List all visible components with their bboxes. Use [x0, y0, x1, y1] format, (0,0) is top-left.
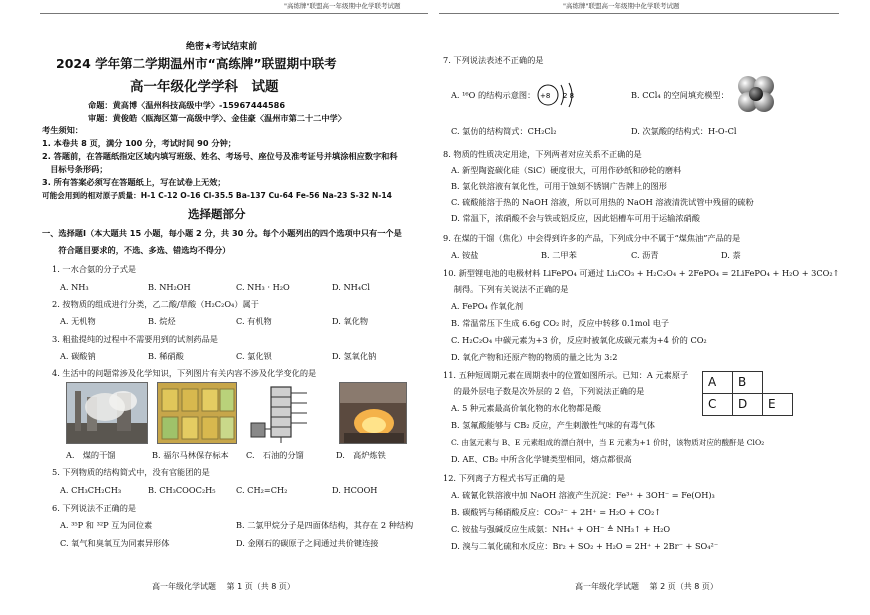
question-stem: 10. 新型锂电池的电极材料 LiFePO₄ 可通过 Li₂CO₃ + H₂C₂O₄ + 2FePO₄ = 2LiFePO₄ + H₂O + 3CO₂↑	[443, 268, 840, 278]
oxygen-atom-diagram	[535, 80, 583, 110]
question-stem: 4. 生活中的问题常涉及化学知识，下列图片有关内容不涉及化学变化的是	[52, 368, 317, 378]
option: D. HCOOH	[332, 485, 378, 495]
option: B. CH₃COOC₂H₅	[148, 485, 216, 495]
question-stem: 的最外层电子数是次外层的 2 倍，下列说法正确的是	[443, 386, 645, 396]
option: D. 萘	[721, 250, 741, 260]
option: D. AE、CB₂ 中所含化学键类型相同，熔点都很高	[451, 454, 632, 464]
option: A. ³⁵P 和 ³²P 互为同位素	[60, 520, 153, 530]
option: A. ¹⁶O 的结构示意图：	[451, 90, 536, 100]
table-cell: A	[703, 372, 733, 394]
running-header: "高练牌"联盟高一年级期中化学联考试题	[284, 2, 401, 10]
option: B. CCl₄ 的空间填充模型：	[631, 90, 729, 100]
option: C. 由氢元素与 B、E 元素组成的漂白剂中，当 E 元素为+1 价时，该物质对应的酸酐是 ClO₂	[451, 438, 765, 447]
option: C. 氯化钡	[236, 351, 272, 361]
notice-line: 目标号条形码；	[42, 164, 108, 174]
atom-core-label: +8	[540, 92, 551, 100]
question-stem: 9. 在煤的干馏（焦化）中会得到许多的产品，下列成分中不属于“煤焦油”产品的是	[443, 233, 741, 243]
atom-shell-label: 2 8	[563, 92, 575, 100]
option: A. 无机物	[60, 316, 96, 326]
option: B. 烷烃	[148, 316, 176, 326]
option: D. 常温下，浓硝酸不会与铁或铝反应，因此铝槽车可用于运输浓硝酸	[451, 213, 700, 223]
option: A. 碳酸钠	[60, 351, 96, 361]
question-stem: 12. 下列离子方程式书写正确的是	[443, 473, 566, 483]
option: B. 二氯甲烷分子是四面体结构，其存在 2 种结构	[236, 520, 414, 530]
option: D. 金刚石的碳原子之间通过共价键连接	[236, 538, 379, 548]
option: C. H₂C₂O₄ 中碳元素为+3 价，反应时被氧化成碳元素为+4 价的 CO₂	[451, 335, 707, 345]
option: D. 高炉炼铁	[336, 450, 386, 460]
option: C. CH₂=CH₂	[236, 485, 288, 495]
question-stem: 8. 物质的性质决定用途，下列两者对应关系不正确的是	[443, 149, 642, 159]
option: C. 沥青	[631, 250, 659, 260]
option: C. 氧气和臭氧互为同素异形体	[60, 538, 170, 548]
exam-title: 2024 学年第二学期温州市“高练牌”联盟期中联考	[56, 56, 337, 71]
option: D. NH₄Cl	[332, 282, 370, 292]
question-stem: 1. 一水合氨的分子式是	[52, 264, 137, 274]
secret-mark: 绝密★考试结束前	[186, 42, 258, 52]
ccl4-space-filling-model	[735, 74, 777, 114]
question-stem: 3. 粗盐提纯的过程中不需要用到的试剂药品是	[52, 334, 218, 344]
notice-line: 1. 本卷共 8 页，满分 100 分，考试时间 90 分钟；	[42, 138, 236, 148]
option: D. 氧化产物和还原产物的物质的量之比为 3:2	[451, 352, 618, 362]
notice-line: 2. 答题前，在答题纸指定区域内填写班级、姓名、考场号、座位号及准考证号并填涂相应数字和科	[42, 151, 398, 161]
option: B. 二甲苯	[541, 250, 577, 260]
running-header: "高练牌"联盟高一年级期中化学联考试题	[563, 2, 680, 10]
option: D. 溴与二氧化硫和水反应：Br₂ + SO₂ + H₂O = 2H⁺ + 2Br⁻ + SO₄²⁻	[451, 541, 719, 551]
option: C. 有机物	[236, 316, 272, 326]
option: A. NH₃	[60, 282, 89, 292]
coke-plant-image	[66, 382, 148, 444]
option: B. 常温常压下生成 6.6g CO₂ 时，反应中转移 0.1mol 电子	[451, 318, 670, 328]
table-cell	[763, 372, 793, 394]
page-2	[435, 0, 870, 615]
section-title: 选择题部分	[188, 207, 246, 221]
option: A. 硫氰化铁溶液中加 NaOH 溶液产生沉淀：Fe³⁺ + 3OH⁻ = Fe(OH)₃	[451, 490, 715, 500]
table-cell: C	[703, 394, 733, 416]
option: C. 硫酸能溶于热的 NaOH 溶液，所以可用热的 NaOH 溶液清洗试管中残留的硫粉	[451, 197, 754, 207]
question-stem: 2. 按物质的组成进行分类，乙二酸/草酸（H₂C₂O₄）属于	[52, 299, 259, 309]
option: A. CH₃CH₂CH₃	[60, 485, 122, 495]
question-stem: 制得。下列有关说法不正确的是	[443, 284, 569, 294]
option: A. 铵盐	[451, 250, 479, 260]
option: B. 氢氟酸能够与 CB₂ 反应，产生刺激性气味的有毒气体	[451, 420, 655, 430]
specimen-jars-image	[157, 382, 237, 444]
option: D. 次氯酸的结构式：H-O-Cl	[631, 126, 737, 136]
table-cell: B	[733, 372, 763, 394]
exam-subtitle: 高一年级化学学科 试题	[130, 79, 279, 95]
question-stem: 7. 下列说法表述不正确的是	[443, 55, 544, 65]
option: B. 福尔马林保存标本	[152, 450, 229, 460]
section-intro: 符合题目要求的，不选、多选、错选均不得分）	[42, 245, 231, 255]
table-cell: E	[763, 394, 793, 416]
header-rule	[40, 13, 428, 14]
section-intro: 一、选择题Ⅰ（本大题共 15 小题，每小题 2 分，共 30 分。每个小题列出的四个选项中只有一个是	[42, 228, 402, 238]
table-cell: D	[733, 394, 763, 416]
option: B. 碳酸钙与稀硝酸反应：CO₃²⁻ + 2H⁺ = H₂O + CO₂↑	[451, 507, 662, 517]
option: B. 氯化铁溶液有氧化性，可用于蚀刻不锈钢广告牌上的图形	[451, 181, 667, 191]
page-footer: 高一年级化学试题 第 2 页（共 8 页）	[575, 582, 718, 591]
header-rule	[439, 13, 839, 14]
periodic-table-fragment	[702, 371, 793, 416]
option: B. NH₂OH	[148, 282, 191, 292]
option: C. 氯仿的结构简式：CH₂Cl₂	[451, 126, 557, 136]
option: D. 氧化物	[332, 316, 369, 326]
notice-line: 3. 所有答案必须写在答题纸上，写在试卷上无效；	[42, 177, 226, 187]
option: C. 石油的分馏	[246, 450, 304, 460]
option: B. 稀硝酸	[148, 351, 184, 361]
atomic-masses: 可能会用到的相对原子质量：H-1 C-12 O-16 Cl-35.5 Ba-137 Cu-64 Fe-56 Na-23 S-32 N-14	[42, 191, 392, 200]
author-line: 命题：黄高博〈温州科技高级中学〉-15967444586	[88, 100, 286, 110]
question-stem: 6. 下列说法不正确的是	[52, 503, 137, 513]
option: A. 新型陶瓷碳化硅（SiC）硬度很大，可用作砂纸和砂轮的磨料	[451, 165, 682, 175]
option: A. FePO₄ 作氧化剂	[451, 301, 524, 311]
blast-furnace-image	[339, 382, 407, 444]
question-stem: 5. 下列物质的结构简式中，没有官能团的是	[52, 467, 210, 477]
option: A. 煤的干馏	[66, 450, 116, 460]
page-footer: 高一年级化学试题 第 1 页（共 8 页）	[152, 582, 295, 591]
reviewer-line: 审题：黄俊皓〈瓯海区第一高级中学〉、金佳豪〈温州市第二十二中学〉	[88, 113, 346, 123]
distillation-tower-diagram	[246, 382, 316, 444]
option: C. 铵盐与强碱反应生成氨：NH₄⁺ + OH⁻ ≜ NH₃↑ + H₂O	[451, 524, 671, 534]
notice-heading: 考生须知：	[42, 125, 83, 135]
question-stem: 11. 五种短周期元素在周期表中的位置如图所示。已知：A 元素原子	[443, 370, 689, 380]
option: C. NH₃ · H₂O	[236, 282, 290, 292]
option: A. 5 种元素最高价氧化物的水化物都是酸	[451, 403, 601, 413]
option: D. 氢氧化钠	[332, 351, 377, 361]
